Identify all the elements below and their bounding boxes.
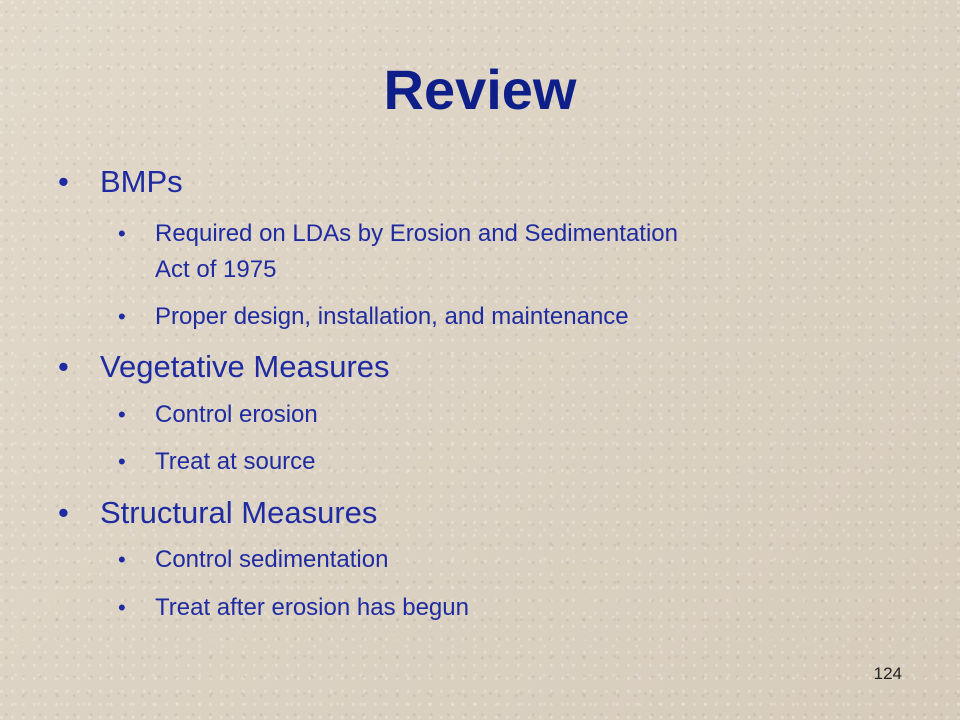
bullet-label: BMPs	[100, 164, 183, 199]
bullet-glyph: •	[118, 304, 126, 329]
slide-title: Review	[383, 58, 577, 121]
bullet-label: Structural Measures	[100, 495, 378, 530]
bullet-glyph: •	[58, 495, 69, 530]
bullet-label: Control sedimentation	[155, 546, 389, 573]
bullet-label: Control erosion	[155, 401, 318, 428]
bullet-label: Vegetative Measures	[100, 349, 390, 384]
bullet-glyph: •	[118, 402, 126, 427]
bullet-label-continuation: Act of 1975	[155, 256, 277, 283]
bullet-glyph: •	[118, 221, 126, 246]
slide-page-number: 124	[873, 664, 902, 683]
bullet-glyph: •	[118, 449, 126, 474]
bullet-label: Treat at source	[155, 448, 316, 475]
bullet-label: Proper design, installation, and maintenance	[155, 303, 629, 330]
bullet-glyph: •	[118, 547, 126, 572]
bullet-label: Treat after erosion has begun	[155, 594, 469, 621]
bullet-glyph: •	[58, 164, 69, 199]
bullet-glyph: •	[118, 595, 126, 620]
bullet-glyph: •	[58, 349, 69, 384]
bullet-label: Required on LDAs by Erosion and Sedimentation	[155, 220, 678, 247]
